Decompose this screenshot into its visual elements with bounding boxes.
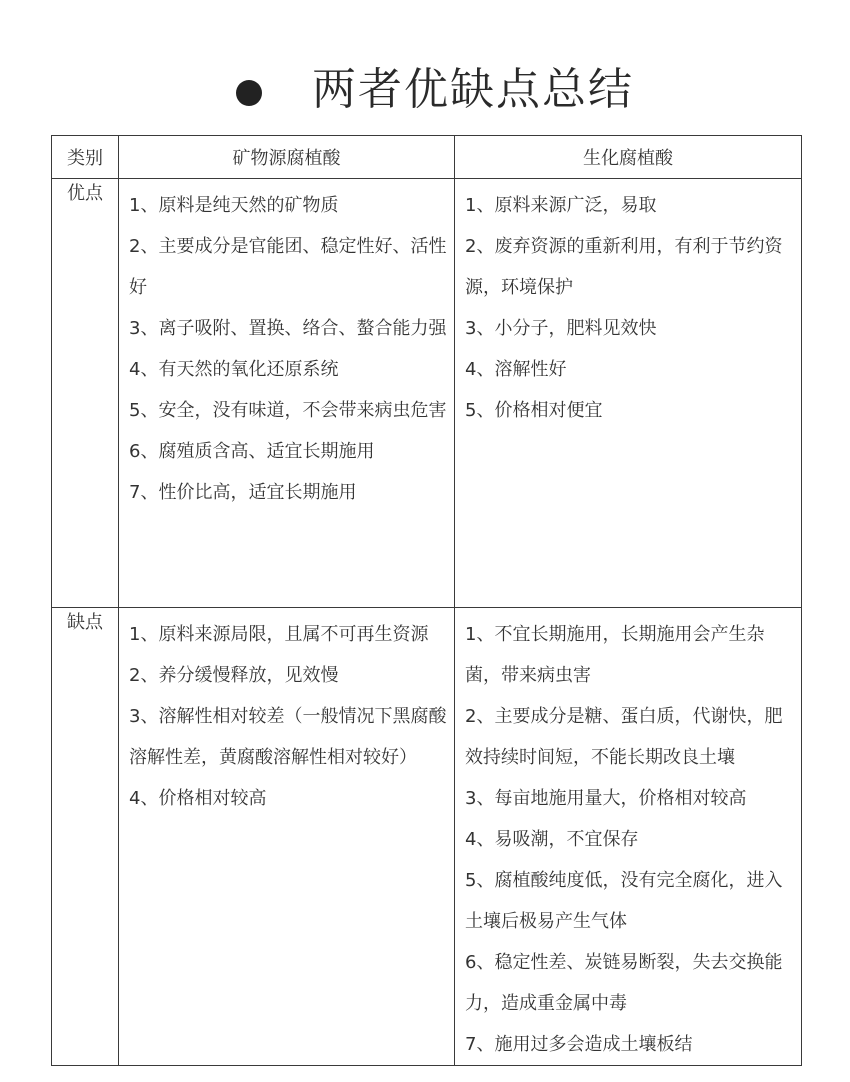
page-title: 两者优缺点总结 [312, 64, 634, 115]
list-item: 4、有天然的氧化还原系统 [129, 359, 339, 380]
mineral-cons-cell [119, 608, 455, 1066]
mineral-cons-list [119, 608, 454, 819]
bullet-dot-icon [236, 80, 262, 106]
list-item: 3、离子吸附、置换、络合、螯合能力强 [129, 318, 447, 339]
list-item: 4、溶解性好 [465, 359, 567, 380]
biochemical-cons-list [455, 608, 801, 1065]
category-cell-pros: 优点 [52, 179, 119, 608]
comparison-table [51, 135, 802, 1066]
list-item: 5、价格相对便宜 [465, 400, 603, 421]
list-item: 4、价格相对较高 [129, 788, 267, 809]
list-item: 2、养分缓慢释放，见效慢 [129, 665, 339, 686]
list-item: 3、小分子，肥料见效快 [465, 318, 657, 339]
biochemical-pros-cell [455, 179, 802, 608]
list-item: 1、原料来源局限，且属不可再生资源 [129, 624, 429, 645]
biochemical-cons-cell [455, 608, 802, 1066]
title-row [0, 52, 850, 132]
list-item: 2、主要成分是官能团、稳定性好、活性好 [129, 236, 447, 298]
list-item: 5、腐植酸纯度低，没有完全腐化，进入土壤后极易产生气体 [465, 870, 783, 932]
list-item: 4、易吸潮，不宜保存 [465, 829, 639, 850]
list-item: 6、腐殖质含高、适宜长期施用 [129, 441, 375, 462]
header-biochemical: 生化腐植酸 [455, 136, 802, 179]
list-item: 3、每亩地施用量大，价格相对较高 [465, 788, 747, 809]
mineral-pros-cell [119, 179, 455, 608]
list-item: 7、施用过多会造成土壤板结 [465, 1034, 693, 1055]
table-row-cons [52, 608, 802, 1066]
list-item: 7、性价比高，适宜长期施用 [129, 482, 357, 503]
table-header-row [52, 136, 802, 179]
category-cell-cons: 缺点 [52, 608, 119, 1066]
list-item: 2、主要成分是糖、蛋白质，代谢快，肥效持续时间短，不能长期改良土壤 [465, 706, 783, 768]
list-item: 1、原料来源广泛，易取 [465, 195, 657, 216]
list-item: 5、安全，没有味道，不会带来病虫危害 [129, 400, 447, 421]
table-row-pros [52, 179, 802, 608]
list-item: 2、废弃资源的重新利用，有利于节约资源，环境保护 [465, 236, 783, 298]
list-item: 6、稳定性差、炭链易断裂，失去交换能力，造成重金属中毒 [465, 952, 783, 1014]
header-category: 类别 [52, 136, 119, 179]
list-item: 1、不宜长期施用，长期施用会产生杂菌，带来病虫害 [465, 624, 765, 686]
mineral-pros-list [119, 179, 454, 513]
header-mineral: 矿物源腐植酸 [119, 136, 455, 179]
list-item: 1、原料是纯天然的矿物质 [129, 195, 339, 216]
biochemical-pros-list [455, 179, 801, 431]
list-item: 3、溶解性相对较差（一般情况下黑腐酸溶解性差，黄腐酸溶解性相对较好） [129, 706, 447, 768]
